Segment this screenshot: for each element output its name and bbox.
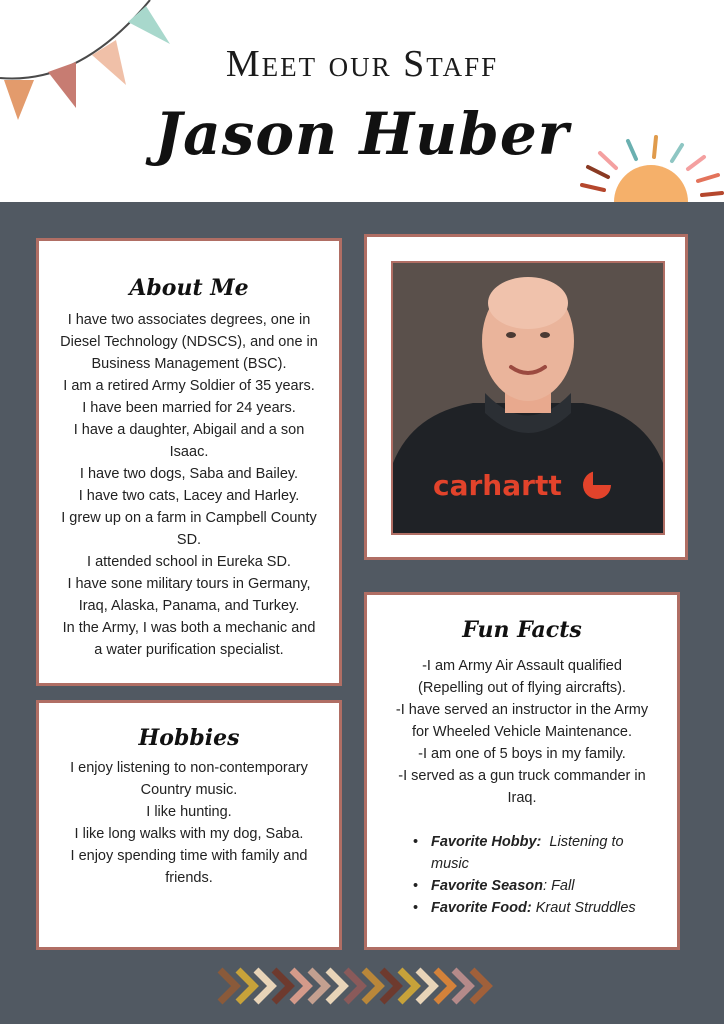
bullet-icon: • [413, 900, 419, 916]
fact-line: for Wheeled Vehicle Maintenance. [411, 724, 633, 740]
fact-line: Iraq. [507, 790, 537, 806]
about-line: Isaac. [169, 444, 209, 460]
about-me-title: About Me [129, 275, 249, 301]
about-line: In the Army, I was both a mechanic and [62, 620, 316, 636]
header [0, 0, 724, 202]
about-line: Diesel Technology (NDSCS), and one in [60, 334, 318, 350]
favorite-label: Favorite Food: [431, 900, 532, 916]
about-line: I grew up on a farm in Campbell County [61, 510, 317, 526]
fact-line: -I have served an instructor in the Army [395, 702, 649, 718]
hobby-line: I enjoy listening to non-contemporary [70, 760, 308, 776]
fact-line: -I am Army Air Assault qualified [422, 658, 622, 674]
hobby-line: I like hunting. [146, 804, 232, 820]
about-line: Iraq, Alaska, Panama, and Turkey. [78, 598, 300, 614]
about-line: I have two cats, Lacey and Harley. [78, 488, 300, 504]
fact-line: -I am one of 5 boys in my family. [418, 746, 626, 762]
sun-icon [578, 135, 724, 202]
bullet-icon: • [413, 834, 419, 850]
about-line: I have two dogs, Saba and Bailey. [79, 466, 299, 482]
chevron-arrows-decoration [216, 966, 512, 1006]
hobby-line: I like long walks with my dog, Saba. [74, 826, 304, 842]
about-line: Business Management (BSC). [91, 356, 287, 372]
fun-facts-text [367, 655, 677, 809]
shirt-logo-text: carhartt [433, 469, 562, 502]
favorite-value: Listening to [541, 834, 624, 850]
favorite-value: : Fall [543, 878, 575, 894]
portrait-illustration [393, 263, 663, 533]
photo-card [364, 234, 688, 560]
staff-name: Jason Huber [154, 100, 570, 168]
fun-facts-card [364, 592, 680, 950]
about-line: I have been married for 24 years. [82, 400, 296, 416]
favorite-label: Favorite Hobby: [431, 834, 542, 850]
about-line: I am a retired Army Soldier of 35 years. [63, 378, 315, 394]
about-line: I have sone military tours in Germany, [67, 576, 311, 592]
fun-facts-title: Fun Facts [462, 617, 582, 643]
fact-line: -I served as a gun truck commander in [398, 768, 646, 784]
about-me-card [36, 238, 342, 686]
about-line: I attended school in Eureka SD. [87, 554, 291, 570]
hobbies-card [36, 700, 342, 950]
fact-line: (Repelling out of flying aircrafts). [418, 680, 626, 696]
favorite-hobby-item [413, 831, 677, 875]
favorites-list [367, 831, 677, 919]
favorite-value-continued: music [431, 856, 469, 872]
hobbies-title: Hobbies [138, 725, 240, 751]
hobby-line: I enjoy spending time with family and [70, 848, 308, 864]
favorite-season-item [413, 875, 677, 897]
bullet-icon: • [413, 878, 419, 894]
about-line: I have two associates degrees, one in [67, 312, 311, 328]
hobbies-text [39, 757, 339, 889]
staff-photo [391, 261, 665, 535]
hobby-line: Country music. [140, 782, 238, 798]
hobby-line: friends. [165, 870, 213, 886]
about-line: SD. [176, 532, 202, 548]
page-subtitle: Meet our Staff [225, 43, 499, 85]
favorite-food-item [413, 897, 677, 919]
about-me-text [39, 309, 339, 661]
about-line: I have a daughter, Abigail and a son [73, 422, 305, 438]
about-line: a water purification specialist. [94, 642, 284, 658]
favorite-label: Favorite Season [431, 878, 544, 894]
favorite-value: Kraut Struddles [531, 900, 636, 916]
